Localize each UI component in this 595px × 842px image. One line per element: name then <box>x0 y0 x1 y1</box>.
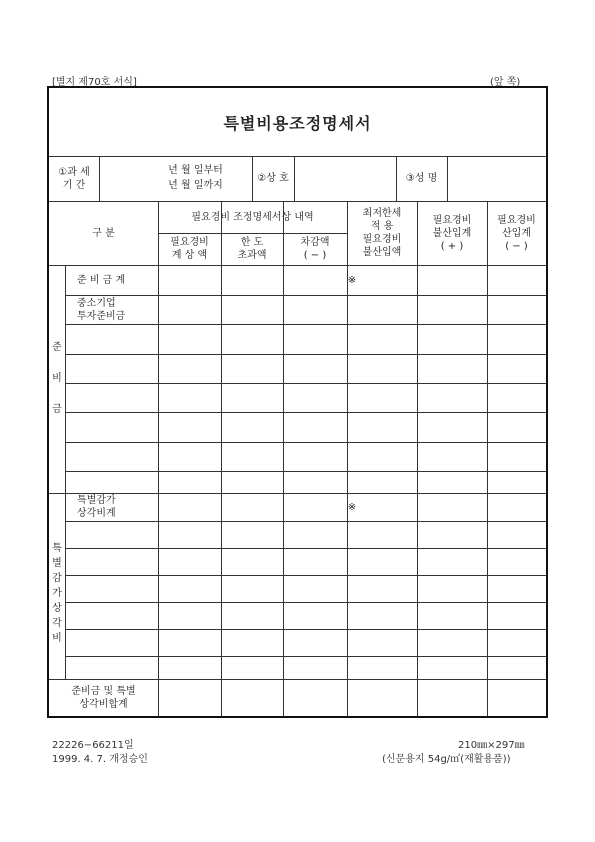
reserve-total-label: 준 비 금 계 <box>77 274 126 286</box>
table-column-rule <box>221 201 222 716</box>
table-row-rule <box>65 548 546 549</box>
header-booked-amount-line: 계 상 액 <box>171 250 208 261</box>
header-excess-amount <box>221 233 283 265</box>
table-row-rule <box>65 521 546 522</box>
header-non-deductible-line: ( + ) <box>440 240 464 252</box>
depreciation-side-label-line: 특 <box>52 542 62 554</box>
grand-total-label <box>49 679 158 716</box>
table-row-rule <box>65 412 546 413</box>
depreciation-side-label <box>49 533 65 653</box>
period-to: 년 월 일까지 <box>168 179 223 191</box>
adjust-group-header: 필요경비 조정명세서상 내역 <box>191 211 314 223</box>
category-header: 구 분 <box>92 227 115 239</box>
table-row-rule <box>65 324 546 325</box>
depreciation-side-label-line: 별 <box>52 557 62 569</box>
header-deduction-line: 차감액 <box>300 237 330 248</box>
header-deductible <box>487 201 546 265</box>
header-minimum-tax-line: 불산입액 <box>362 247 402 258</box>
info-column-rule <box>447 156 448 201</box>
reserve-total-mark: ※ <box>347 274 357 286</box>
form-title: 특별비용조정명세서 <box>223 113 372 133</box>
company-label: ②상 호 <box>257 173 289 184</box>
period-label-line: ①과 세 <box>58 166 90 178</box>
form-code: 22226−66211일 <box>52 740 134 751</box>
header-non-deductible <box>417 201 487 265</box>
table-row-rule <box>65 442 546 443</box>
table-row-rule <box>65 629 546 630</box>
depreciation-side-label-line: 가 <box>52 587 62 599</box>
table-row-rule <box>65 383 546 384</box>
sme-reserve-label-line: 중소기업 <box>77 297 116 309</box>
header-deductible-line: 산입계 <box>502 227 531 239</box>
reserve-side-label-line: 금 <box>52 403 62 415</box>
info-column-rule <box>294 156 295 201</box>
header-minimum-tax <box>347 201 417 265</box>
table-column-rule <box>158 201 159 716</box>
approval-date: 1999. 4. 7. 개정승인 <box>52 754 148 765</box>
info-column-rule <box>99 156 100 201</box>
reserve-side-label-line: 비 <box>52 372 62 384</box>
header-deductible-line: 필요경비 <box>497 214 536 226</box>
header-non-deductible-line: 불산입계 <box>432 227 472 239</box>
table-column-rule <box>487 201 488 716</box>
period-label <box>49 156 99 201</box>
period-label-line: 기 간 <box>62 179 86 191</box>
grand-total-label-line: 준비금 및 특별 <box>71 685 136 697</box>
depreciation-total-label <box>77 493 158 521</box>
depreciation-total-label-line: 상각비계 <box>77 508 116 519</box>
header-booked-amount-line: 필요경비 <box>170 237 209 248</box>
header-booked-amount <box>158 233 221 265</box>
header-excess-amount-line: 한 도 <box>240 237 264 248</box>
table-row-rule <box>65 602 546 603</box>
table-column-rule <box>283 201 284 716</box>
depreciation-side-label-line: 비 <box>52 632 62 644</box>
header-non-deductible-line: 필요경비 <box>432 214 472 226</box>
paper-size: 210㎜×297㎜ <box>458 740 525 751</box>
table-column-rule <box>417 201 418 716</box>
depreciation-side-label-line: 상 <box>52 602 62 614</box>
table-row-rule <box>65 471 546 472</box>
table-row-rule <box>65 354 546 355</box>
header-deductible-line: ( − ) <box>505 240 528 252</box>
depreciation-total-mark: ※ <box>347 501 357 513</box>
depreciation-side-label-line: 감 <box>52 572 62 584</box>
header-minimum-tax-line: 적 용 <box>370 221 394 232</box>
reserve-side-label-line: 준 <box>52 341 62 353</box>
form-number: [별지 제70호 서식] <box>52 77 137 88</box>
depreciation-total-label-line: 특별감가 <box>77 495 116 506</box>
table-row-rule <box>65 656 546 657</box>
form-frame <box>47 86 548 718</box>
period-from: 년 월 일부터 <box>168 164 223 176</box>
reserve-side-label <box>49 318 65 438</box>
grand-total-label-line: 상각비합계 <box>79 698 128 710</box>
side-label-rule <box>65 265 66 679</box>
sme-reserve-label <box>77 295 158 324</box>
header-deduction <box>283 233 347 265</box>
header-minimum-tax-line: 최저한세 <box>362 208 402 219</box>
title-rule <box>49 156 546 157</box>
header-minimum-tax-line: 필요경비 <box>362 234 402 245</box>
name-label: ③성 명 <box>405 173 438 184</box>
table-row-rule <box>65 575 546 576</box>
page-side: (앞 쪽) <box>490 77 521 88</box>
header-deduction-line: ( − ) <box>303 250 327 261</box>
header-excess-amount-line: 초과액 <box>237 250 267 261</box>
depreciation-side-label-line: 각 <box>52 617 62 629</box>
sme-reserve-label-line: 투자준비금 <box>77 310 126 322</box>
paper-spec: (신문용지 54g/㎡(재활용품)) <box>382 754 511 765</box>
